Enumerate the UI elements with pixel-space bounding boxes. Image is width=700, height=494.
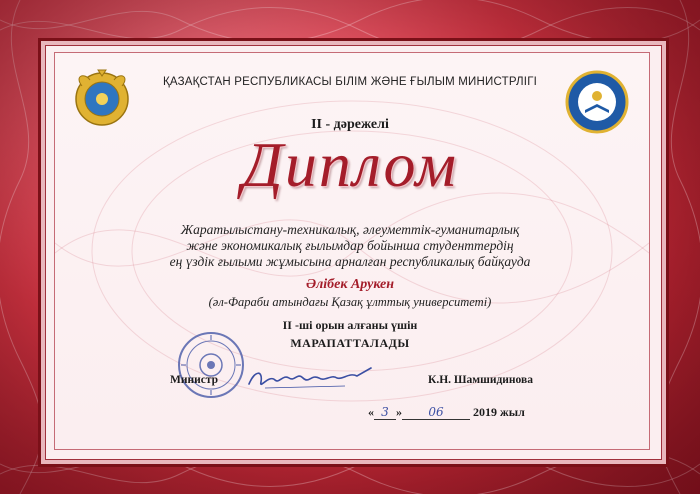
diploma-title: Диплом: [242, 129, 458, 200]
description-line-1: Жаратылыстану-техникалық, әлеуметтік-гуманитарлық: [180, 222, 520, 237]
signature-scribble: [245, 360, 375, 396]
awarded-text: МАРАПАТТАЛАДЫ: [290, 336, 410, 350]
round-seal-icon: [176, 330, 246, 400]
recipient-name: Әлібек Арукен: [305, 277, 394, 292]
description-line-3: ең үздік ғылыми жұмысына арналған республикалық байқауда: [169, 254, 531, 269]
date-year: 2019 жыл: [473, 405, 525, 419]
degree-label: II - дәрежелі: [311, 117, 389, 132]
date-line: [368, 405, 525, 420]
date-open-quote: «: [368, 405, 374, 419]
ministry-name: ҚАЗАҚСТАН РЕСПУБЛИКАСЫ БІЛІМ ЖӘНЕ ҒЫЛЫМ МИНИСТРЛІГІ: [162, 76, 538, 88]
place-text: II -ші орын алғаны үшін: [282, 318, 418, 332]
description-line-2: және экономикалық ғылымдар бойынша студенттердің: [186, 238, 514, 253]
signer-name: К.Н. Шамшидинова: [428, 374, 533, 386]
date-day: 3: [374, 405, 396, 420]
date-close-quote: »: [396, 405, 402, 419]
university-name: (әл-Фараби атындағы Қазақ ұлттық университеті): [208, 295, 492, 309]
minister-label: Министр: [170, 374, 219, 386]
date-month: 06: [402, 405, 470, 420]
